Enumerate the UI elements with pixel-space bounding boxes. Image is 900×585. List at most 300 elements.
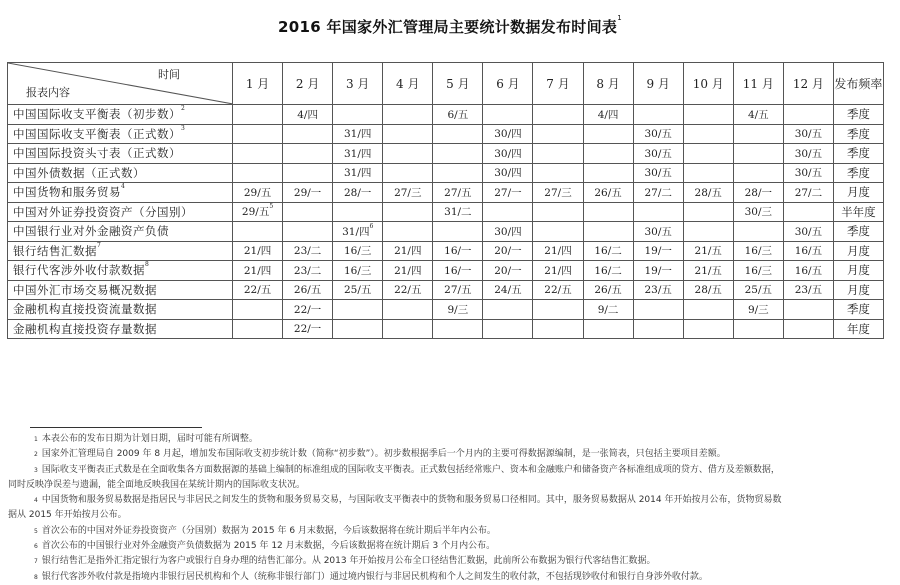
release-date-cell [633, 183, 683, 203]
release-date-cell [533, 105, 583, 125]
release-date-cell [633, 319, 683, 339]
release-date: 21/四 [243, 264, 272, 277]
release-date: 30/四 [494, 147, 522, 160]
frequency-cell: 月度 [833, 241, 883, 261]
release-date-cell [633, 202, 683, 222]
footnote-text: 国家外汇管理局自 2009 年 8 月起，增加发布国际收支初步统计数（简称“初步数”）。初步数根据季后一个月内的主要可得数据源编制，是一张简表，只包括主要项目差额。 [41, 449, 726, 460]
release-date-cell [233, 319, 283, 339]
release-date: 31/二 [444, 206, 472, 219]
report-name: 中国对外证券投资资产（分国别） [13, 204, 193, 219]
release-date-cell [433, 261, 483, 281]
release-date: 16/五 [794, 264, 823, 277]
table-row [8, 261, 884, 281]
footnote-item [8, 524, 893, 539]
footnote-number: 2 [34, 451, 38, 459]
release-date-cell [583, 202, 633, 222]
release-date-cell [333, 300, 383, 320]
release-date-cell [633, 261, 683, 281]
time-axis-label: 时间 [158, 68, 180, 81]
release-date-cell [233, 163, 283, 183]
release-date-cell [783, 241, 833, 261]
footnote-text: 国际收支平衡表正式数是在全面收集各方面数据源的基础上编制的标准组成的国际收支平衡表。正式数包括经常账户、资本和金融账户和储备资产各标准组成项的贷方、借方及差额数据， [41, 464, 780, 475]
report-name-cell [8, 319, 233, 339]
release-date-cell [633, 300, 683, 320]
report-name-cell [8, 105, 233, 125]
release-date-cell [383, 105, 433, 125]
header-row [8, 63, 884, 105]
release-date: 31/四 [343, 128, 372, 141]
release-date: 28/五 [694, 284, 722, 297]
release-date-cell [383, 300, 433, 320]
table-row [8, 105, 884, 125]
release-date: 21/四 [544, 245, 572, 258]
release-date-cell [683, 144, 733, 164]
release-date: 27/五 [444, 284, 472, 297]
release-date: 25/五 [744, 284, 773, 297]
release-date: 16/三 [343, 264, 372, 277]
release-date-cell [683, 241, 733, 261]
release-date-cell [433, 144, 483, 164]
release-date: 16/三 [744, 245, 773, 258]
release-date-cell [783, 124, 833, 144]
release-date: 22/一 [293, 323, 322, 336]
release-date-cell [433, 183, 483, 203]
table-row [8, 222, 884, 242]
release-date: 29/五 [243, 186, 272, 199]
report-name: 金融机构直接投资存量数据 [13, 321, 157, 336]
release-date: 9/三 [747, 303, 769, 316]
release-date: 27/一 [494, 186, 522, 199]
month-header: 7 月 [533, 63, 583, 105]
release-date: 29/五 [241, 206, 270, 219]
release-date: 22/五 [544, 284, 572, 297]
release-date-cell [583, 222, 633, 242]
footnote-item [8, 570, 893, 585]
release-date-cell [733, 261, 783, 281]
release-date-cell [533, 261, 583, 281]
release-date: 16/二 [594, 245, 622, 258]
frequency-cell: 月度 [833, 280, 883, 300]
footnote-number: 3 [34, 466, 38, 474]
release-date-cell [533, 241, 583, 261]
release-date-cell [333, 202, 383, 222]
release-date-cell [483, 124, 533, 144]
table-row [8, 202, 884, 222]
frequency-cell: 季度 [833, 222, 883, 242]
month-header: 3 月 [333, 63, 383, 105]
release-date: 31/四 [343, 167, 372, 180]
frequency-header: 发布频率 [833, 63, 883, 105]
release-date: 22/五 [394, 284, 422, 297]
release-date: 16/一 [444, 245, 472, 258]
release-date-cell [283, 202, 333, 222]
report-name-cell [8, 222, 233, 242]
release-date-cell [233, 261, 283, 281]
footnote-item [8, 447, 893, 462]
release-date: 30/五 [644, 167, 672, 180]
release-date: 21/五 [694, 245, 722, 258]
release-date-cell [383, 202, 433, 222]
release-date-cell [283, 144, 333, 164]
release-date-cell [433, 280, 483, 300]
month-header: 10 月 [683, 63, 733, 105]
report-name-cell [8, 183, 233, 203]
release-date-cell [783, 300, 833, 320]
footnote-text: 本表公布的发布日期为计划日期，届时可能有所调整。 [41, 434, 258, 444]
release-date-cell [333, 163, 383, 183]
release-date-cell [433, 222, 483, 242]
release-date-cell [383, 280, 433, 300]
release-date-cell [783, 183, 833, 203]
release-date-cell [433, 319, 483, 339]
month-header: 9 月 [633, 63, 683, 105]
release-date: 23/五 [644, 284, 672, 297]
footnote-continuation: 同时反映净误差与遗漏，能全面地反映我国在某统计期内的国际收支状况。 [8, 479, 306, 490]
release-date: 27/三 [394, 186, 422, 199]
month-header: 2 月 [283, 63, 333, 105]
table-row [8, 241, 884, 261]
release-date: 20/一 [494, 264, 522, 277]
footnote-number: 4 [34, 497, 38, 505]
release-date-cell [683, 300, 733, 320]
release-date-cell [283, 183, 333, 203]
release-date-cell [533, 319, 583, 339]
release-date-cell [333, 144, 383, 164]
release-date-cell [233, 241, 283, 261]
release-date-cell [783, 105, 833, 125]
release-date-cell [733, 280, 783, 300]
release-date-cell [733, 183, 783, 203]
release-schedule-table [7, 62, 884, 339]
release-date-cell [383, 319, 433, 339]
release-date-cell [683, 222, 733, 242]
release-date-cell [233, 105, 283, 125]
footnote-marker: 6 [369, 222, 374, 230]
release-date-cell [333, 261, 383, 281]
release-date: 28/一 [343, 186, 372, 199]
release-date-cell [733, 105, 783, 125]
release-date-cell [533, 202, 583, 222]
report-name: 银行代客涉外收付款数据 [13, 263, 145, 278]
release-date: 19/一 [644, 264, 672, 277]
release-date: 19/一 [644, 245, 672, 258]
release-date-cell [483, 144, 533, 164]
release-date: 27/三 [544, 186, 572, 199]
release-date-cell [333, 222, 383, 242]
table-row [8, 163, 884, 183]
release-date: 16/五 [794, 245, 823, 258]
footnote-separator [30, 427, 202, 428]
release-date-cell [283, 105, 333, 125]
release-date-cell [583, 300, 633, 320]
release-date-cell [233, 144, 283, 164]
release-date-cell [733, 319, 783, 339]
release-date-cell [233, 300, 283, 320]
footnote-marker: 8 [145, 261, 150, 269]
table-row [8, 144, 884, 164]
release-date-cell [733, 163, 783, 183]
release-date-cell [283, 261, 333, 281]
release-date-cell [283, 124, 333, 144]
release-date: 21/四 [544, 264, 572, 277]
footnote-number: 1 [34, 436, 38, 443]
release-date-cell [783, 222, 833, 242]
table-body [8, 105, 884, 339]
release-date-cell [783, 163, 833, 183]
release-date-cell [283, 280, 333, 300]
footnote-marker: 4 [121, 183, 126, 191]
release-date-cell [533, 280, 583, 300]
release-date-cell [383, 241, 433, 261]
release-date-cell [633, 144, 683, 164]
release-date: 21/四 [394, 245, 422, 258]
corner-header-cell [8, 63, 233, 105]
frequency-cell: 季度 [833, 105, 883, 125]
release-date-cell [783, 202, 833, 222]
release-date-cell [483, 300, 533, 320]
release-date-cell [433, 300, 483, 320]
release-date: 9/三 [447, 303, 469, 316]
release-date-cell [583, 105, 633, 125]
release-date-cell [483, 183, 533, 203]
release-date-cell [233, 280, 283, 300]
frequency-cell: 半年度 [833, 202, 883, 222]
report-name: 银行结售汇数据 [13, 243, 97, 258]
release-date: 28/五 [694, 186, 722, 199]
footnote-number: 6 [34, 543, 38, 551]
release-date-cell [483, 261, 533, 281]
footnotes [8, 432, 893, 585]
frequency-cell: 季度 [833, 124, 883, 144]
release-date-cell [783, 319, 833, 339]
report-name: 中国外债数据（正式数） [13, 165, 145, 180]
release-date: 4/四 [597, 108, 619, 121]
table-row [8, 319, 884, 339]
release-date-cell [483, 222, 533, 242]
release-date-cell [783, 144, 833, 164]
month-header: 5 月 [433, 63, 483, 105]
title-footnote-marker: 1 [617, 14, 622, 22]
release-date: 25/五 [343, 284, 372, 297]
footnote-text: 首次公布的中国银行业对外金融资产负债数据为 2015 年 12 月末数据，今后该数据将在统计期后 3 个月内公布。 [41, 541, 496, 552]
frequency-cell: 季度 [833, 144, 883, 164]
table-row [8, 300, 884, 320]
release-date-cell [333, 105, 383, 125]
release-date-cell [383, 144, 433, 164]
report-name-cell [8, 202, 233, 222]
release-date: 22/五 [243, 284, 272, 297]
footnote-item [8, 463, 893, 478]
release-date: 21/四 [243, 245, 272, 258]
release-date-cell [283, 222, 333, 242]
release-date-cell [433, 105, 483, 125]
release-date-cell [733, 222, 783, 242]
table-row [8, 124, 884, 144]
report-name: 中国外汇市场交易概况数据 [13, 282, 157, 297]
frequency-cell: 月度 [833, 261, 883, 281]
release-date: 16/三 [744, 264, 773, 277]
release-date-cell [433, 163, 483, 183]
release-date-cell [733, 144, 783, 164]
footnote-marker: 3 [181, 124, 186, 132]
release-date: 30/五 [794, 225, 823, 238]
release-date-cell [533, 222, 583, 242]
report-name: 中国银行业对外金融资产负债 [13, 224, 169, 239]
release-date-cell [333, 124, 383, 144]
release-date-cell [583, 261, 633, 281]
release-date-cell [433, 202, 483, 222]
release-date-cell [583, 319, 633, 339]
release-date: 30/四 [494, 167, 522, 180]
release-date: 28/一 [744, 186, 773, 199]
release-date-cell [583, 163, 633, 183]
release-date-cell [633, 163, 683, 183]
footnote-text: 中国货物和服务贸易数据是指居民与非居民之间发生的货物和服务贸易交易，与国际收支平衡表中的货物和服务贸易口径相同。其中，服务贸易数据从 2014 年开始按月公布，货物贸易数 [41, 495, 782, 506]
release-date-cell [683, 163, 733, 183]
footnote-number: 8 [34, 573, 38, 581]
release-date-cell [633, 241, 683, 261]
release-date-cell [533, 124, 583, 144]
release-date-cell [483, 202, 533, 222]
footnote-marker: 2 [181, 105, 186, 113]
release-date-cell [733, 241, 783, 261]
release-date: 16/三 [343, 245, 372, 258]
release-date: 30/五 [644, 128, 672, 141]
release-date: 30/三 [744, 206, 773, 219]
release-date: 26/五 [594, 284, 622, 297]
release-date: 21/四 [394, 264, 422, 277]
release-date-cell [783, 280, 833, 300]
content-axis-label: 报表内容 [26, 86, 70, 99]
release-date: 30/四 [494, 225, 522, 238]
release-date: 30/五 [794, 128, 823, 141]
release-date: 27/五 [444, 186, 472, 199]
report-name-cell [8, 144, 233, 164]
release-date-cell [683, 319, 733, 339]
release-date-cell [233, 124, 283, 144]
footnote-item [8, 493, 893, 508]
release-date-cell [683, 105, 733, 125]
month-header: 4 月 [383, 63, 433, 105]
release-date: 20/一 [494, 245, 522, 258]
release-date-cell [533, 144, 583, 164]
release-date: 26/五 [594, 186, 622, 199]
release-date-cell [483, 319, 533, 339]
release-date-cell [283, 319, 333, 339]
release-date-cell [333, 280, 383, 300]
release-date-cell [333, 319, 383, 339]
release-date: 30/五 [794, 147, 823, 160]
footnote-text: 首次公布的中国对外证券投资资产（分国别）数据为 2015 年 6 月末数据，今后该数据将在统计期后半年内公布。 [41, 525, 496, 536]
report-name-cell [8, 241, 233, 261]
release-date-cell [333, 183, 383, 203]
release-date-cell [633, 124, 683, 144]
title-text: 2016 年国家外汇管理局主要统计数据发布时间表 [278, 18, 618, 36]
release-date-cell [483, 163, 533, 183]
release-date: 31/四 [343, 147, 372, 160]
frequency-cell: 年度 [833, 319, 883, 339]
footnote-marker: 7 [97, 241, 102, 249]
report-name: 金融机构直接投资流量数据 [13, 302, 157, 317]
frequency-cell: 季度 [833, 163, 883, 183]
report-name-cell [8, 261, 233, 281]
release-date-cell [683, 280, 733, 300]
release-date-cell [383, 163, 433, 183]
release-date-cell [583, 280, 633, 300]
release-date: 21/五 [694, 264, 722, 277]
release-date-cell [733, 300, 783, 320]
frequency-cell: 月度 [833, 183, 883, 203]
report-name: 中国国际收支平衡表（初步数） [13, 107, 181, 122]
footnote-marker: 5 [269, 203, 274, 211]
report-name-cell [8, 280, 233, 300]
release-date: 4/五 [747, 108, 769, 121]
footnote-number: 5 [34, 527, 38, 535]
release-date: 16/一 [444, 264, 472, 277]
footnote-text: 银行结售汇是指外汇指定银行为客户或银行自身办理的结售汇部分。从 2013 年开始按月公布全口径结售汇数据，此前所公布数据为银行代客结售汇数据。 [41, 556, 656, 567]
release-date-cell [583, 124, 633, 144]
release-date: 16/二 [594, 264, 622, 277]
release-date-cell [333, 241, 383, 261]
release-date-cell [383, 222, 433, 242]
footnote-item [8, 539, 893, 554]
release-date: 26/五 [293, 284, 322, 297]
month-header: 1 月 [233, 63, 283, 105]
footnote-item [8, 432, 893, 447]
month-header: 12 月 [783, 63, 833, 105]
release-date-cell [383, 261, 433, 281]
release-date-cell [283, 300, 333, 320]
release-date-cell [533, 183, 583, 203]
page-title [0, 16, 900, 37]
release-date-cell [683, 202, 733, 222]
release-date-cell [583, 144, 633, 164]
release-date-cell [683, 183, 733, 203]
release-date-cell [633, 105, 683, 125]
release-date: 30/五 [794, 167, 823, 180]
release-date-cell [783, 261, 833, 281]
release-date-cell [733, 202, 783, 222]
frequency-cell: 季度 [833, 300, 883, 320]
release-date-cell [683, 261, 733, 281]
release-date: 31/四 [342, 225, 370, 238]
footnote-text: 银行代客涉外收付款是指境内非银行居民机构和个人（统称非银行部门）通过境内银行与非居民机构和个人之间发生的收付款，不包括现钞收付和银行自身涉外收付款。 [41, 571, 708, 582]
release-date-cell [683, 124, 733, 144]
report-name-cell [8, 124, 233, 144]
release-date: 9/二 [597, 303, 619, 316]
release-date: 4/四 [297, 108, 318, 121]
release-date: 24/五 [494, 284, 522, 297]
release-date: 27/二 [644, 186, 672, 199]
month-header: 6 月 [483, 63, 533, 105]
release-date-cell [383, 183, 433, 203]
table-row [8, 183, 884, 203]
release-date-cell [383, 124, 433, 144]
release-date-cell [533, 300, 583, 320]
release-date-cell [483, 241, 533, 261]
release-date-cell [583, 241, 633, 261]
release-date: 30/五 [644, 147, 672, 160]
table-row [8, 280, 884, 300]
release-date-cell [733, 124, 783, 144]
release-date-cell [533, 163, 583, 183]
month-header: 11 月 [733, 63, 783, 105]
release-date: 30/五 [644, 225, 672, 238]
release-date-cell [583, 183, 633, 203]
report-name: 中国货物和服务贸易 [13, 185, 121, 200]
release-date: 27/二 [794, 186, 823, 199]
report-name: 中国国际投资头寸表（正式数） [13, 146, 181, 161]
